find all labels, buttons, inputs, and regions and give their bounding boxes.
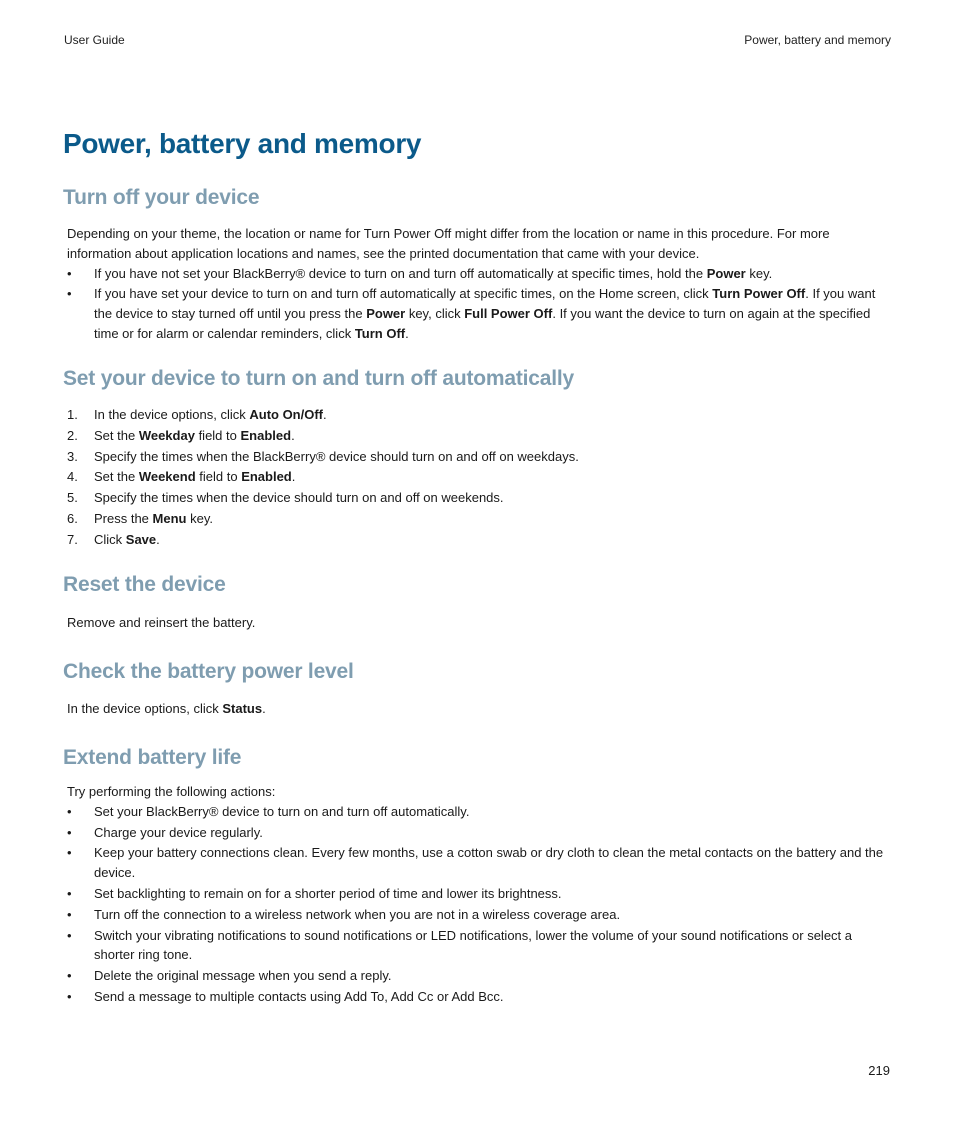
- list-item: [63, 264, 891, 284]
- bullet-marker: •: [67, 968, 72, 984]
- list-item: [63, 284, 891, 343]
- page-title: Power, battery and memory: [63, 128, 422, 159]
- text-run: Set your BlackBerry® device to turn on and turn off automatically.: [94, 803, 470, 819]
- section-heading: Set your device to turn on and turn off automatically: [63, 367, 574, 390]
- text-run: .: [323, 407, 327, 422]
- bold-ui-term: Auto On/Off: [249, 407, 324, 422]
- section-check-battery: [63, 660, 891, 719]
- bold-ui-term: Turn Off: [354, 325, 406, 341]
- list-item: [63, 905, 891, 925]
- text-run: Switch your vibrating notifications to sound notifications or LED notifications, lower the volume of your sound notifications or select a shorter ring tone.: [94, 927, 853, 963]
- bold-ui-term: Status: [222, 701, 263, 716]
- running-header-right: Power, battery and memory: [744, 33, 891, 47]
- bullet-list: [63, 802, 891, 1007]
- bullet-marker: •: [67, 927, 72, 943]
- step-number: 3.: [67, 448, 78, 464]
- bold-ui-term: Menu: [152, 510, 187, 526]
- list-item: [63, 823, 891, 843]
- bold-ui-term: Weekend: [138, 469, 196, 485]
- section-body: Remove and reinsert the battery.: [67, 615, 256, 630]
- step-item: [63, 405, 891, 425]
- section-intro: Depending on your theme, the location or name for Turn Power Off might differ from the location or name in this procedure. For more information about application locations and names, see the printed documentation that came with your device.: [67, 226, 830, 261]
- text-run: Click: [94, 531, 126, 547]
- section-heading: Turn off your device: [63, 186, 260, 209]
- step-number: 1.: [67, 407, 78, 422]
- text-run: key.: [186, 510, 213, 526]
- running-header-left: User Guide: [64, 33, 125, 47]
- step-item: [63, 467, 891, 487]
- text-run: . If you want the device to turn on again at the specified time or for alarm or calendar reminders, click: [94, 306, 871, 341]
- step-number: 7.: [67, 531, 78, 547]
- bullet-marker: •: [67, 845, 72, 861]
- text-run: key, click: [405, 306, 465, 322]
- step-item: [63, 509, 891, 529]
- numbered-list: [63, 405, 891, 550]
- bold-ui-term: Save: [125, 531, 157, 547]
- section-heading: Check the battery power level: [63, 660, 354, 683]
- section-intro: Try performing the following actions:: [67, 784, 276, 799]
- bold-ui-term: Enabled: [241, 469, 292, 485]
- text-run: .: [405, 325, 409, 341]
- list-item: [63, 802, 891, 822]
- bold-ui-term: Full Power Off: [464, 306, 553, 322]
- text-run: Delete the original message when you send a reply.: [94, 968, 392, 984]
- text-run: In the device options, click: [94, 407, 250, 422]
- text-run: .: [291, 427, 295, 443]
- text-run: field to: [195, 469, 242, 485]
- section-extend-battery: [63, 746, 891, 1008]
- text-run: Send a message to multiple contacts using Add To, Add Cc or Add Bcc.: [94, 988, 504, 1004]
- text-run: Specify the times when the BlackBerry® device should turn on and off on weekdays.: [94, 448, 579, 464]
- text-run: .: [291, 469, 296, 485]
- bullet-marker: •: [67, 265, 72, 281]
- text-run: field to: [194, 427, 241, 443]
- bold-ui-term: Turn Power Off: [712, 286, 806, 302]
- text-run: If you have not set your BlackBerry® device to turn on and turn off automatically at specific times, hold the: [94, 265, 707, 281]
- text-run: .: [262, 701, 266, 716]
- step-number: 6.: [67, 510, 78, 526]
- section-heading: Reset the device: [63, 573, 226, 596]
- step-number: 2.: [67, 427, 78, 443]
- bullet-marker: •: [67, 885, 72, 901]
- section-turn-off: [63, 186, 891, 345]
- text-run: Turn off the connection to a wireless network when you are not in a wireless coverage area.: [94, 906, 621, 922]
- bullet-marker: •: [67, 988, 72, 1004]
- section-auto-on-off: [63, 367, 891, 551]
- list-item: [63, 987, 891, 1007]
- bullet-marker: •: [67, 824, 72, 840]
- text-run: .: [156, 531, 160, 547]
- text-run: Specify the times when the device should turn on and off on weekends.: [94, 490, 504, 506]
- bullet-marker: •: [67, 906, 72, 922]
- text-run: If you have set your device to turn on and turn off automatically at specific times, on the Home screen, click: [94, 286, 713, 302]
- list-item: [63, 843, 891, 883]
- text-run: key.: [745, 265, 773, 281]
- text-run: Press the: [94, 510, 153, 526]
- step-item: [63, 488, 891, 508]
- bold-ui-term: Weekday: [138, 427, 195, 443]
- section-reset: [63, 573, 891, 633]
- text-run: Set the: [94, 427, 139, 443]
- step-item: [63, 447, 891, 467]
- step-number: 5.: [67, 490, 78, 506]
- list-item: [63, 884, 891, 904]
- step-item: [63, 530, 891, 550]
- bold-ui-term: Power: [366, 306, 406, 322]
- bullet-marker: •: [67, 286, 72, 302]
- text-run: Charge your device regularly.: [94, 824, 263, 840]
- text-run: Keep your battery connections clean. Every few months, use a cotton swab or dry cloth to clean the metal contacts on the battery and the device.: [94, 845, 884, 881]
- page-number: 219: [868, 1063, 890, 1078]
- bullet-marker: •: [67, 803, 72, 819]
- text-run: Set backlighting to remain on for a shorter period of time and lower its brightness.: [94, 885, 562, 901]
- text-run: In the device options, click: [67, 701, 223, 716]
- bold-ui-term: Power: [706, 265, 746, 281]
- bullet-list: [63, 264, 891, 344]
- list-item: [63, 966, 891, 986]
- bold-ui-term: Enabled: [240, 427, 292, 443]
- text-run: . If you want the device to stay turned off until you press the: [94, 286, 876, 322]
- text-run: Set the: [94, 469, 139, 485]
- step-item: [63, 426, 891, 446]
- section-heading: Extend battery life: [63, 746, 242, 769]
- section-body: [67, 699, 891, 719]
- list-item: [63, 926, 891, 966]
- step-number: 4.: [67, 469, 78, 485]
